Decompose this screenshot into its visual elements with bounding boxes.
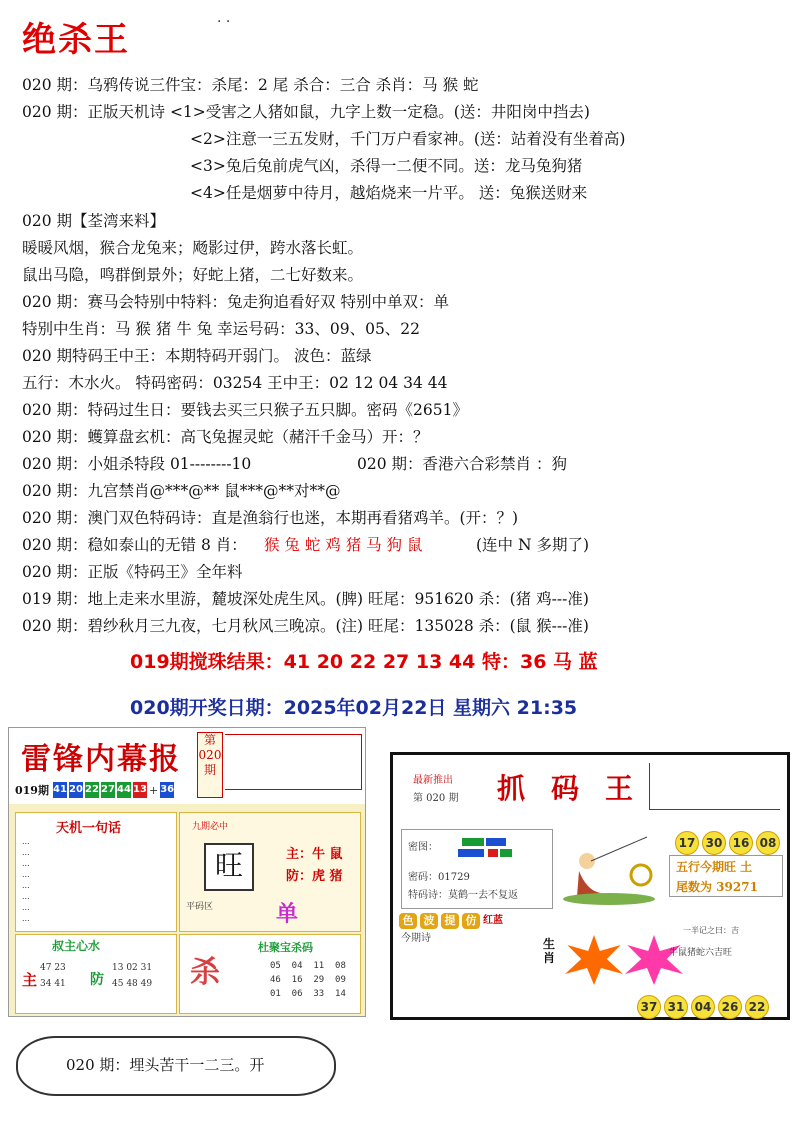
balls-label: 019期	[15, 784, 49, 797]
text-line: 020 期：澳门双色特码诗：直是渔翁行也迷，本期再看猪鸡羊。(开：？)	[22, 509, 519, 527]
box-title: 叔主心水	[52, 939, 101, 953]
text-line: 020 期：稳如泰山的无错 8 肖：	[22, 536, 247, 554]
main-zodiac: 主：牛 鼠	[286, 847, 343, 862]
text-line: <2>注意一三五发财，千门万户看家神。(送：站着没有坐着高)	[190, 130, 626, 148]
poem-label: 特码诗：莫鹤一去不复返	[408, 890, 518, 901]
box-row: ...	[22, 914, 30, 923]
wuxing-box	[669, 855, 783, 897]
guard-zodiac: 防：虎 猪	[286, 869, 343, 884]
text-line: 020 期：九宫禁肖@***@** 鼠***@**对**@	[22, 482, 341, 500]
sha-char: 杀	[190, 955, 220, 990]
issue-label: 第 020 期	[413, 793, 459, 804]
numbers: 47 23	[40, 963, 66, 973]
box-row: ...	[22, 859, 30, 868]
new-badge: 最新推出	[413, 775, 453, 786]
fisher-illustration-icon	[557, 831, 661, 909]
numbers: 45 48 49	[112, 979, 153, 989]
text-line: 暖暖风烟，猴合龙兔来；飏影过伊，跨水落长虹。	[22, 239, 364, 257]
box-title: 天机一句话	[56, 821, 122, 836]
text-line: 020 期：赛马会特别中特料：兔走狗追看好双 特别中单双：单	[22, 293, 449, 311]
text-line: <3>兔后兔前虎气凶，杀得一二便不同。送：龙马兔狗猪	[190, 157, 583, 175]
plus-sign: +	[148, 783, 159, 797]
ball: 31	[664, 995, 688, 1019]
tail-text: 尾数为 39271	[676, 880, 758, 894]
top-balls	[675, 831, 780, 855]
text-line: (连中 N 多期了)	[476, 536, 590, 554]
ball: 17	[675, 831, 699, 855]
tianji-box	[15, 812, 177, 932]
cloud-bubble	[16, 1036, 336, 1096]
box-row: ...	[22, 848, 30, 857]
pill: 波	[420, 913, 438, 929]
box-row: ...	[22, 892, 30, 901]
numbers: 13 02 31	[112, 963, 153, 973]
text-line: 020 期：乌鸦传说三件宝：杀尾：2 尾 杀合：三合 杀肖：马 猴 蛇	[22, 76, 479, 94]
ball: 16	[729, 831, 753, 855]
text-line: 019 期：地上走来水里游，麓坡深处虎生风。(脾) 旺尾：951620 杀：(猪 鸡---准)	[22, 590, 589, 608]
cloud-text: 020 期：埋头苦干一二三。开	[66, 1056, 265, 1074]
text-line: 特别中生肖：马 猴 猪 牛 兔 幸运号码：33、09、05、22	[22, 320, 421, 338]
pill: 提	[441, 913, 459, 929]
text-line: 020 期：香港六合彩禁肖 ：狗	[357, 455, 567, 473]
ball: 20	[69, 782, 83, 798]
box-tag: 九期必中	[192, 822, 229, 832]
code-box	[401, 829, 553, 909]
box-row: ...	[22, 837, 30, 846]
page-title: 绝杀王	[22, 20, 130, 60]
pill: 仿	[462, 913, 480, 929]
wang-box	[179, 812, 361, 932]
note-text: 牛鼠猪蛇六吉旺	[669, 948, 733, 958]
box-title: 杜聚宝杀码	[258, 941, 313, 954]
leifeng-panel	[8, 727, 366, 1017]
text-line: 020 期：特码过生日：要钱去买三只猴子五只脚。密码《2651》	[22, 401, 468, 419]
ball: 27	[101, 782, 115, 798]
starburst-icon	[565, 935, 623, 985]
panel-header	[9, 728, 365, 804]
ball: 22	[745, 995, 769, 1019]
text-line: 五行：木水火。 特码密码：03254 王中王：02 12 04 34 44	[22, 374, 448, 392]
ball: 26	[718, 995, 742, 1019]
wang-char: 旺	[204, 843, 254, 891]
text-line: 020 期：蠖算盘玄机：高飞兔握灵蛇（赭汗千金马）开：？	[22, 428, 429, 446]
poem-vertical: 今期诗	[401, 933, 431, 944]
text-line: 020 期【荃湾来料】	[22, 212, 166, 230]
zhu-label: 主	[22, 971, 38, 989]
wuxing-text: 五行今期旺 土	[676, 860, 753, 874]
mima-label: 密码：01729	[408, 872, 470, 883]
ball: 13	[133, 782, 147, 798]
number-grid: 05 04 11 08 46 16 29 09 01 06 33 14	[270, 961, 346, 999]
logo-icon	[456, 836, 516, 860]
panel-title: 雷锋内幕报	[21, 742, 181, 777]
fang-label: 防	[90, 972, 104, 988]
xinshui-box	[15, 934, 177, 1014]
text-line: <4>任是烟萝中待月，越焰烧来一片平。 送：兔猴送财来	[190, 184, 588, 202]
zodiac-red: 猴 兔 蛇 鸡 猪 马 狗 鼠	[264, 536, 423, 554]
pill: 色	[399, 913, 417, 929]
text-line: 020 期：碧纱秋月三九夜，七月秋风三晚凉。(注) 旺尾：135028 杀：(鼠 猴---准)	[22, 617, 589, 635]
bottom-balls	[637, 995, 769, 1019]
starburst-icon	[625, 935, 683, 985]
pill-extra: 红蓝	[483, 915, 503, 926]
zodiac-label: 生肖	[543, 937, 556, 965]
text-line: 鼠出马隐，鸣群倒景外；好蛇上猪，二七好数来。	[22, 266, 364, 284]
ball: 41	[53, 782, 67, 798]
result-balls	[15, 782, 174, 798]
text-line: 020 期特码王中王：本期特码开弱门。 波色：蓝绿	[22, 347, 372, 365]
text-line: 020 期：小姐杀特段 01--------10	[22, 455, 252, 473]
title-frame	[649, 763, 780, 810]
ball: 30	[702, 831, 726, 855]
header-frame	[225, 734, 362, 790]
numbers: 34 41	[40, 979, 66, 989]
dan-char: 单	[276, 901, 299, 927]
ball: 22	[85, 782, 99, 798]
zhuama-panel	[390, 752, 790, 1020]
issue-box: 第 020 期	[197, 732, 223, 798]
ball: 37	[637, 995, 661, 1019]
ball: 08	[756, 831, 780, 855]
text-line: 020 期：正版天机诗 <1>受害之人猪如鼠，九字上数一定稳。(送：井阳岗中挡去)	[22, 103, 590, 121]
ball: 36	[160, 782, 174, 798]
box-row: ...	[22, 870, 30, 879]
decor-dots: · ·	[217, 14, 231, 30]
pill-row	[399, 913, 503, 929]
ball: 44	[117, 782, 131, 798]
text-line: 020 期：正版《特码王》全年料	[22, 563, 243, 581]
box-row: ...	[22, 903, 30, 912]
ball: 04	[691, 995, 715, 1019]
mitu-label: 密图：	[408, 842, 438, 853]
note-text: 一半记之曰：吉	[683, 926, 739, 935]
box-row: ...	[22, 881, 30, 890]
results-line: 019期搅珠结果：41 20 22 27 13 44 特：36 马 蓝	[130, 651, 598, 673]
panel-title: 抓码王	[497, 772, 660, 805]
shama-box	[179, 934, 361, 1014]
draw-date-line: 020期开奖日期：2025年02月22日 星期六 21:35	[130, 697, 578, 719]
ping-label: 平码区	[186, 902, 214, 912]
